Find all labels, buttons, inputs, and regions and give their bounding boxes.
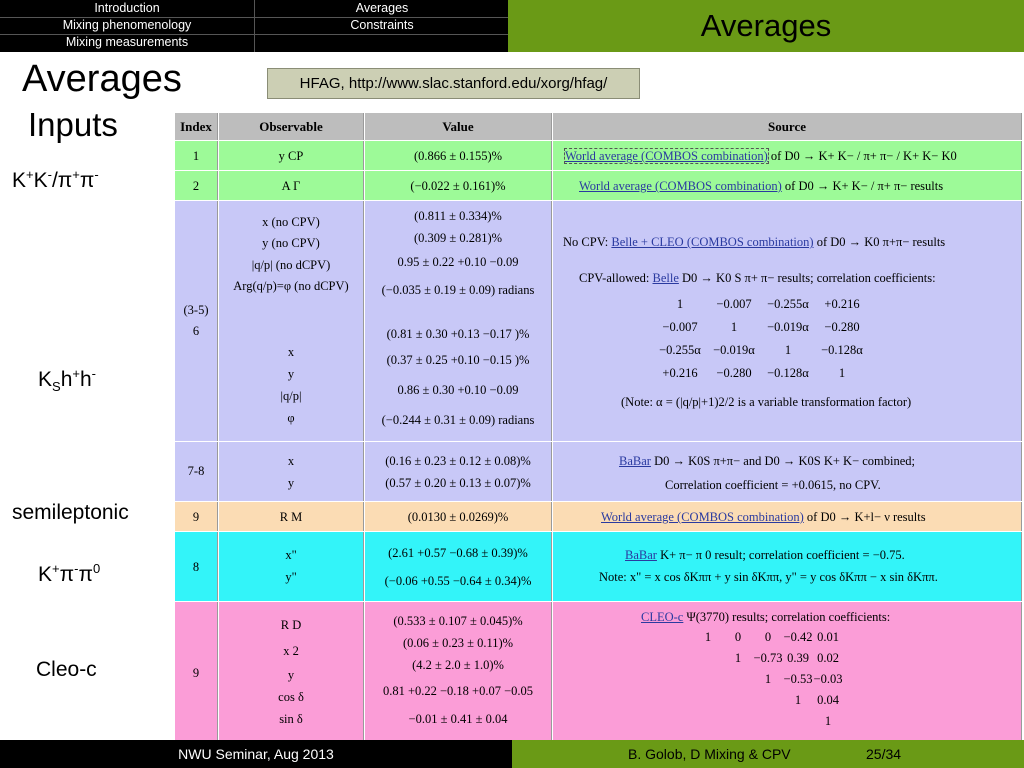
row-observable: x 2 [283, 644, 299, 658]
row-source: D0 → K0S π+π− and D0 → K0S K+ K− combined; [650, 454, 916, 468]
averages-inputs-table [174, 112, 1022, 740]
row-source: No CPV: [563, 235, 612, 249]
row-observable: y [287, 668, 295, 682]
nav-item-averages[interactable]: Averages [355, 1, 409, 15]
table-row [174, 170, 1022, 200]
matrix-cell: −0.019α [713, 343, 755, 357]
matrix-cell: −0.53 [783, 672, 813, 686]
label-kpipi0: $K^+\pi^-\pi^0$ [38, 561, 101, 586]
matrix-cell: +0.216 [824, 297, 860, 311]
page-heading: Averages [22, 58, 182, 100]
row-observable: y" [285, 570, 297, 584]
matrix-cell: 1 [764, 672, 772, 686]
row-observable: |q/p| [280, 389, 302, 403]
row-source: CPV-allowed: [579, 271, 653, 285]
row-index: 8 [192, 560, 200, 574]
matrix-cell: −0.255α [659, 343, 701, 357]
matrix-cell: −0.73 [753, 651, 783, 665]
row-value: (2.61 +0.57 −0.68 ± 0.39)% [388, 546, 528, 560]
table-row [174, 200, 1022, 441]
row-index: 9 [192, 510, 200, 524]
matrix-cell: +0.216 [662, 366, 698, 380]
row-observable: R M [279, 510, 303, 524]
row-value: (0.16 ± 0.23 ± 0.12 ± 0.08)% [385, 454, 531, 468]
row-index: 1 [192, 149, 200, 163]
row-index: 6 [192, 324, 200, 338]
row-observable: x" [285, 548, 297, 562]
table-row [174, 140, 1022, 170]
row-source: of D0 → K+ K− / π+ π− results [781, 179, 944, 193]
belle-cleo-combos-link[interactable]: Belle + CLEO (COMBOS combination) [611, 235, 814, 249]
row-observable: A Γ [281, 179, 301, 193]
row-value: (0.57 ± 0.20 ± 0.13 ± 0.07)% [385, 476, 531, 490]
matrix-cell: −0.019α [767, 320, 809, 334]
header-source: Source [552, 113, 1022, 140]
matrix-cell: 1 [794, 693, 802, 707]
belle-link[interactable]: Belle [652, 271, 679, 285]
babar-link[interactable]: BaBar [619, 454, 651, 468]
row-source: Ψ(3770) results; correlation coefficients: [683, 610, 891, 624]
row-source: of D0 → K0 π+π− results [813, 235, 946, 249]
row-value: (0.866 ± 0.155)% [413, 149, 503, 163]
row-value: 0.86 ± 0.30 +0.10 −0.09 [397, 383, 519, 397]
row-value: (−0.035 ± 0.19 ± 0.09) radians [381, 283, 535, 297]
row-observable: R D [280, 618, 302, 632]
hfag-link-box[interactable]: HFAG, http://www.slac.stanford.edu/xorg/hfag/ [267, 68, 640, 99]
row-value: (0.37 ± 0.25 +0.10 −0.15 )% [386, 353, 530, 367]
footer-left [0, 740, 512, 768]
matrix-cell: 1 [838, 366, 846, 380]
row-index: 7-8 [187, 464, 205, 478]
row-source: Correlation coefficient = +0.0615, no CPV. [665, 478, 881, 492]
matrix-cell: −0.03 [813, 672, 843, 686]
matrix-cell: 0.02 [817, 651, 839, 665]
table-header-row [174, 112, 1022, 140]
top-bar [0, 0, 1024, 52]
matrix-cell: −0.280 [716, 366, 752, 380]
header-observable: Observable [218, 113, 364, 140]
row-value: (0.81 ± 0.30 +0.13 −0.17 )% [386, 327, 530, 341]
row-value: (0.06 ± 0.23 ± 0.11)% [402, 636, 514, 650]
label-cleo-c: Cleo-c [36, 658, 97, 681]
row-observable: y [287, 476, 295, 490]
row-value: (0.309 ± 0.281)% [413, 231, 503, 245]
row-source: Note: x" = x cos δKππ + y sin δKππ, y" = y cos δKππ − x sin δKππ. [599, 570, 938, 584]
matrix-cell: 0.04 [817, 693, 839, 707]
matrix-cell: −0.007 [662, 320, 698, 334]
combos-link[interactable]: World average (COMBOS combination) [579, 179, 782, 193]
matrix-cell: 0 [764, 630, 772, 644]
combos-link[interactable]: World average (COMBOS combination) [601, 510, 804, 524]
footer-event: NWU Seminar, Aug 2013 [178, 746, 334, 762]
matrix-cell: 1 [676, 297, 684, 311]
matrix-cell: −0.128α [767, 366, 809, 380]
row-index: (3-5) [183, 303, 209, 317]
row-source: D0 → K0 S π+ π− results; correlation coefficients: [678, 271, 936, 285]
row-value: (0.811 ± 0.334)% [414, 209, 502, 223]
table-row [174, 441, 1022, 501]
header-index: Index [174, 113, 218, 140]
row-observable: y CP [278, 149, 304, 163]
row-observable: sin δ [279, 712, 303, 726]
row-observable: |q/p| (no dCPV) [251, 258, 331, 272]
matrix-cell: 0.01 [817, 630, 839, 644]
row-value: 0.95 ± 0.22 +0.10 −0.09 [397, 255, 519, 269]
row-value: −0.01 ± 0.41 ± 0.04 [408, 712, 508, 726]
row-source: of D0 → K+l− ν results [803, 510, 926, 524]
matrix-cell: 1 [730, 320, 738, 334]
label-semileptonic: semileptonic [12, 501, 129, 524]
matrix-cell: −0.280 [824, 320, 860, 334]
row-value: (4.2 ± 2.0 ± 1.0)% [412, 658, 504, 672]
table-row [174, 601, 1022, 740]
row-observable: cos δ [278, 690, 304, 704]
slide-title: Averages [700, 8, 832, 43]
table-row [174, 501, 1022, 531]
row-index: 9 [192, 666, 200, 680]
nav-item-constraints[interactable]: Constraints [350, 18, 414, 32]
matrix-cell: 1 [824, 714, 832, 728]
footer-author: B. Golob, D Mixing & CPV [628, 746, 791, 762]
slide-title-box [508, 0, 1024, 52]
row-observable: y (no CPV) [262, 236, 320, 250]
row-observable: x [287, 454, 295, 468]
section-navigation [0, 0, 508, 52]
label-kshh: $K_Sh^+h^-$ [38, 366, 96, 395]
matrix-cell: −0.128α [821, 343, 863, 357]
row-source: K+ π− π 0 result; correlation coefficient = −0.75. [656, 548, 905, 562]
row-value: (−0.244 ± 0.31 ± 0.09) radians [381, 413, 535, 427]
matrix-cell: −0.255α [767, 297, 809, 311]
label-kk-pipi: K+K-/π+π- [12, 167, 99, 192]
matrix-cell: 0 [734, 630, 742, 644]
matrix-cell: 1 [704, 630, 712, 644]
row-value: 0.81 +0.22 −0.18 +0.07 −0.05 [382, 684, 534, 698]
footer-right [512, 740, 1024, 768]
row-value: (−0.022 ± 0.161)% [410, 179, 506, 193]
row-note: (Note: α = (|q/p|+1)2/2 is a variable transformation factor) [621, 395, 912, 409]
row-index: 2 [192, 179, 200, 193]
table-row [174, 531, 1022, 601]
row-value: (0.0130 ± 0.0269)% [407, 510, 509, 524]
nav-item-mixing-measurements[interactable]: Mixing measurements [65, 35, 189, 49]
babar-link[interactable]: BaBar [625, 548, 657, 562]
row-observable: x (no CPV) [262, 215, 320, 229]
nav-item-introduction[interactable]: Introduction [94, 1, 160, 15]
row-observable: Arg(q/p)=φ (no dCPV) [233, 279, 349, 293]
page-subheading: Inputs [28, 106, 118, 143]
row-value: (0.533 ± 0.107 ± 0.045)% [393, 614, 523, 628]
row-observable: x [287, 345, 295, 359]
matrix-cell: −0.42 [783, 630, 813, 644]
header-value: Value [364, 113, 552, 140]
matrix-cell: 1 [734, 651, 742, 665]
page-number: 25/34 [866, 746, 902, 762]
cleo-c-link[interactable]: CLEO-c [641, 610, 684, 624]
row-observable: φ [287, 411, 295, 425]
matrix-cell: −0.007 [716, 297, 752, 311]
matrix-cell: 0.39 [787, 651, 809, 665]
row-observable: y [287, 367, 295, 381]
combos-link[interactable]: World average (COMBOS combination) [565, 149, 768, 163]
nav-item-mixing-phenomenology[interactable]: Mixing phenomenology [62, 18, 192, 32]
row-value: (−0.06 +0.55 −0.64 ± 0.34)% [384, 574, 532, 588]
row-source: of D0 → K+ K− / π+ π− / K+ K− K0 [767, 149, 957, 163]
nav-divider [254, 0, 255, 52]
matrix-cell: 1 [784, 343, 792, 357]
